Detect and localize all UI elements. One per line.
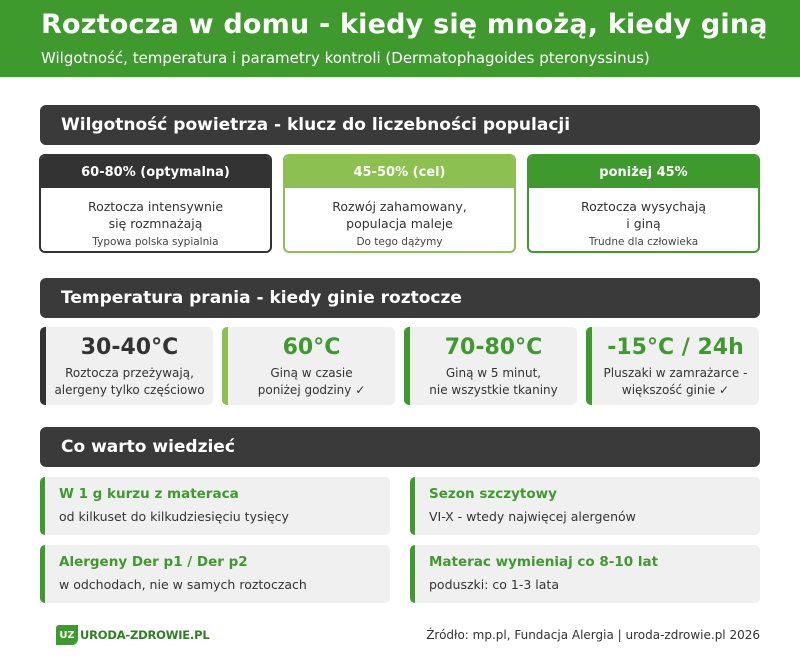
fact-text: VI-X - wtedy najwięcej alergenów — [429, 509, 636, 524]
fact-title: Alergeny Der p1 / Der p2 — [59, 554, 248, 570]
temperature-card — [40, 327, 213, 405]
humidity-card-text: Rozwój zahamowany, populacja maleje — [332, 199, 467, 231]
temperature-desc: Roztocza przeżywają, alergeny tylko częściowo — [54, 366, 205, 397]
temperature-desc: Giną w 5 minut, nie wszystkie tkaniny — [429, 366, 558, 397]
humidity-card-optimal — [39, 154, 272, 253]
humidity-card-target — [283, 154, 516, 253]
fact-title: Sezon szczytowy — [429, 486, 557, 502]
fact-card — [410, 477, 760, 535]
humidity-card-text: Roztocza intensywnie się rozmnażają — [87, 199, 224, 231]
temperature-desc: Giną w czasie poniżej godziny ✓ — [257, 366, 366, 397]
fact-text: w odchodach, nie w samych roztoczach — [59, 577, 307, 592]
facts-section-heading — [40, 427, 760, 467]
fact-title: Materac wymieniaj co 8-10 lat — [429, 554, 659, 570]
facts-heading-text: Co warto wiedzieć — [61, 437, 235, 457]
fact-text: poduszki: co 1-3 lata — [429, 577, 559, 592]
fact-title: W 1 g kurzu z materaca — [59, 486, 239, 502]
temperature-card — [404, 327, 577, 405]
humidity-card-text: Roztocza wysychają i giną — [580, 199, 707, 231]
humidity-card-label: 45-50% (cel) — [285, 156, 514, 188]
brand-logo[interactable] — [56, 624, 209, 646]
temperature-value: 70-80°C — [444, 335, 543, 360]
source-credit: Źródło: mp.pl, Fundacja Alergia | uroda-zdrowie.pl 2026 — [426, 628, 760, 642]
page-title: Roztocza w domu - kiedy się mnożą, kiedy giną — [41, 9, 768, 40]
humidity-card-note: Trudne dla człowieka — [588, 236, 699, 248]
temperature-card — [586, 327, 759, 405]
logo-mark: UZ — [56, 625, 78, 645]
humidity-section-heading — [40, 105, 760, 145]
humidity-card-low — [527, 154, 760, 253]
humidity-heading-text: Wilgotność powietrza - klucz do liczebności populacji — [61, 115, 571, 135]
humidity-card-note: Typowa polska sypialnia — [92, 236, 219, 248]
fact-card — [40, 477, 390, 535]
temperature-heading-text: Temperatura prania - kiedy ginie roztocze — [61, 288, 462, 308]
temperature-value: 30-40°C — [80, 335, 179, 360]
logo-name: URODA-ZDROWIE.PL — [80, 628, 210, 642]
temperature-desc: Pluszaki w zamrażarce - większość ginie ✓ — [603, 366, 748, 397]
humidity-card-label: poniżej 45% — [529, 156, 758, 188]
fact-text: od kilkuset do kilkudziesięciu tysięcy — [59, 509, 289, 524]
accent-stripe — [410, 545, 415, 603]
temperature-section-heading — [40, 278, 760, 318]
accent-stripe — [40, 477, 45, 535]
accent-stripe — [410, 477, 415, 535]
header — [0, 0, 800, 77]
temperature-card — [222, 327, 395, 405]
humidity-card-note: Do tego dążymy — [356, 236, 443, 248]
fact-card — [40, 545, 390, 603]
temperature-value: -15°C / 24h — [607, 335, 744, 360]
page-subtitle: Wilgotność, temperatura i parametry kontroli (Dermatophagoides pteronyssinus) — [41, 49, 650, 67]
fact-card — [410, 545, 760, 603]
accent-stripe — [40, 545, 45, 603]
humidity-card-label: 60-80% (optymalna) — [41, 156, 270, 188]
temperature-value: 60°C — [282, 335, 341, 360]
